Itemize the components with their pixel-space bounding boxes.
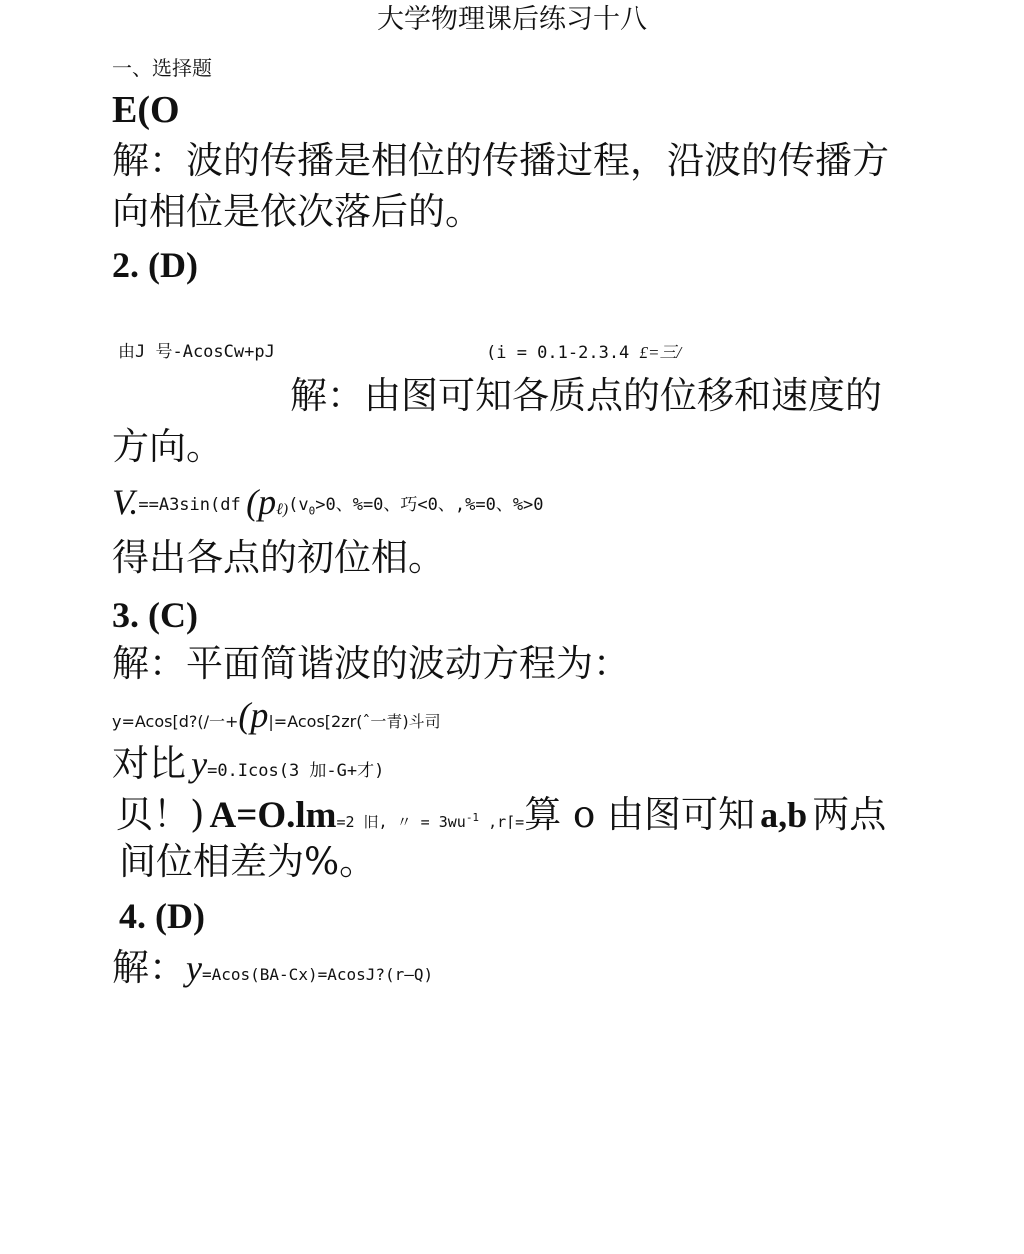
q4-solution-label: 解：: [112, 946, 186, 989]
q4-solution-y: y: [186, 948, 202, 988]
q3-compare-y: y: [191, 744, 208, 784]
q2-velocity-condition-sub: 0: [308, 504, 316, 518]
q4-answer: 4. (D): [119, 896, 205, 936]
q4-solution: [112, 946, 434, 989]
q2-velocity-formula: [112, 484, 544, 520]
q3-result-sup: -1: [465, 811, 480, 824]
q1-solution-line2: 向相位是依次落后的。: [112, 190, 482, 233]
q3-result-amplitude: A=O.lm: [209, 795, 337, 836]
q3-result-ab: a,b: [760, 795, 808, 835]
q3-solution-line2: 间位相差为%。: [119, 840, 377, 883]
q2-velocity-condition-b: >0、%=0、巧<0、,%=0、%>0: [315, 495, 544, 515]
q2-conclusion: 得出各点的初位相。: [112, 536, 445, 579]
q2-solution-line1: 解：由图可知各质点的位移和速度的: [290, 374, 882, 417]
q2-solution-line2: 方向。: [112, 425, 223, 468]
q3-compare-label: 对比: [112, 742, 186, 785]
q3-result-mid-a: =2 旧, 〃 = 3wu: [336, 813, 466, 831]
section-heading: 一、选择题: [112, 56, 212, 80]
q3-wave-equation-phi: (p: [238, 695, 269, 735]
q3-compare-line: [112, 742, 385, 785]
q2-answer: 2. (D): [112, 245, 198, 285]
q3-wave-equation-a: y=Acos[d?(/一+: [112, 712, 239, 731]
q3-result-line: [116, 793, 887, 836]
q3-solution-line1: 解：平面简谐波的波动方程为：: [112, 642, 630, 685]
q3-result-text: 算 o 由图可知: [524, 793, 756, 836]
q2-velocity-v: V.: [112, 482, 139, 522]
q3-compare-equation: =0.Icos(3 加-G+才): [207, 761, 385, 781]
q3-result-mid: [336, 813, 524, 831]
q2-equation-range: (i = 0.1-2.3.4: [486, 343, 640, 363]
q3-wave-equation: [112, 697, 441, 733]
q2-velocity-expr: ==A3sin(df: [138, 495, 241, 515]
q2-velocity-phi-sub: ℓ): [276, 501, 289, 518]
q1-solution-line1: 解：波的传播是相位的传播过程，沿波的传播方: [112, 139, 889, 182]
q2-velocity-condition: [288, 495, 544, 518]
q3-result-tail: 两点: [812, 793, 887, 836]
q2-equation-left: 由J 号-AcosCw+pJ: [118, 342, 275, 362]
document-title: 大学物理课后练习十八: [377, 4, 647, 35]
q3-result-mid-b: ,r⌈=: [479, 813, 525, 831]
q2-equation-right: [486, 344, 681, 362]
q2-velocity-phi: (p: [246, 482, 277, 522]
q4-solution-expr: =Acos(BA-Cx)=AcosJ?(r—Q): [201, 965, 434, 984]
q2-velocity-condition-a: (v: [288, 495, 309, 515]
q3-wave-equation-b: |=Acos[2zr(ˆ一青)斗司: [268, 712, 441, 731]
q3-result-prefix: 贝！): [116, 793, 205, 836]
q1-answer: E(O: [112, 89, 180, 131]
q3-answer: 3. (C): [112, 595, 198, 635]
q2-equation-symbol: £=三/: [639, 343, 682, 362]
